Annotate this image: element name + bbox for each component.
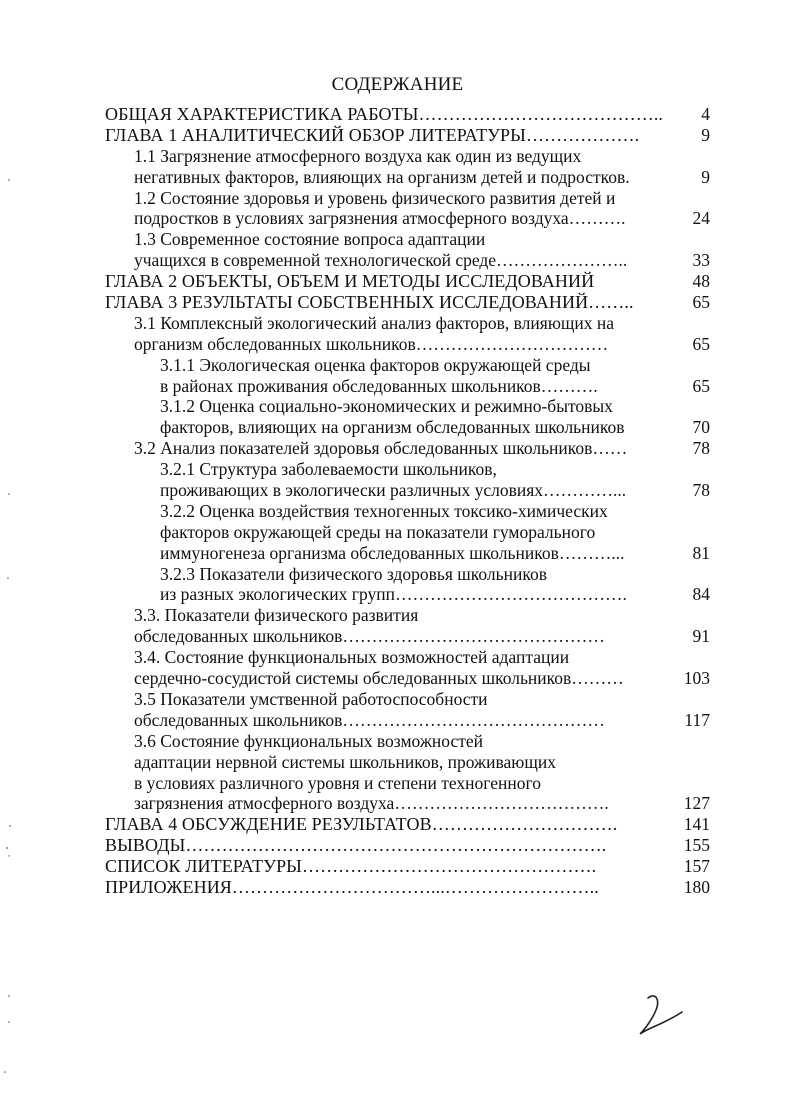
toc-page-number: 91 [692, 626, 710, 647]
toc-page-number: 127 [683, 793, 710, 814]
toc-entry-text: факторов окружающей среды на показатели гуморального [160, 521, 596, 542]
toc-entry-text: 3.2.2 Оценка воздействия техногенных токсико-химических [160, 500, 608, 521]
toc-entry-text: иммуногенеза организма обследованных школьников………... [160, 542, 625, 563]
toc-entry-text: ГЛАВА 3 РЕЗУЛЬТАТЫ СОБСТВЕННЫХ ИССЛЕДОВАНИЙ…….. [105, 292, 634, 313]
toc-entry-text: 3.2.3 Показатели физического здоровья школьников [160, 563, 547, 584]
toc-entry-text: 1.3 Современное состояние вопроса адаптации [134, 229, 486, 250]
toc-entry-text: в условиях различного уровня и степени техногенного [134, 772, 541, 793]
toc-entry-text: учащихся в современной технологической среде………………….. [134, 250, 628, 271]
toc-entry-text: адаптации нервной системы школьников, проживающих [134, 751, 556, 772]
toc-entry-text: 3.1 Комплексный экологический анализ факторов, влияющих на [134, 312, 615, 333]
toc-entry-text: ГЛАВА 2 ОБЪЕКТЫ, ОБЪЕМ И МЕТОДЫ ИССЛЕДОВАНИЙ [105, 271, 595, 292]
toc-page-number: 65 [692, 333, 710, 354]
toc-entry-text: 1.1 Загрязнение атмосферного воздуха как один из ведущих [134, 145, 582, 166]
toc-page-number: 103 [683, 668, 710, 689]
toc-page-number: 9 [701, 166, 710, 187]
toc-entry-text: ПРИЛОЖЕНИЯ……………………………...…………………….. [105, 876, 599, 897]
toc-entry-text: проживающих в экологически различных условиях…………... [160, 480, 627, 501]
toc-entry-text: обследованных школьников……………………………………… [134, 626, 605, 647]
toc-page-number: 65 [692, 292, 710, 313]
toc-page-number: 78 [692, 438, 710, 459]
toc-page-number: 84 [692, 584, 710, 605]
toc-page-number: 65 [692, 375, 710, 396]
toc-entry-text: из разных экологических групп…………………………………. [160, 584, 627, 605]
toc-entry-text: негативных факторов, влияющих на организм детей и подростков. [134, 166, 630, 187]
toc-page-number: 70 [692, 417, 710, 438]
toc-entry-text: 3.4. Состояние функциональных возможностей адаптации [134, 647, 570, 668]
toc-page-number: 9 [701, 124, 710, 145]
toc-entry-text: 3.3. Показатели физического развития [134, 605, 419, 626]
toc-entry-text: в районах проживания обследованных школьников………. [160, 375, 598, 396]
toc-entry-text: 3.6 Состояние функциональных возможностей [134, 730, 484, 751]
toc-entry-text: 3.2 Анализ показателей здоровья обследованных школьников…… [134, 438, 628, 459]
toc-entry-text: ОБЩАЯ ХАРАКТЕРИСТИКА РАБОТЫ………………………………….. [105, 104, 664, 124]
toc-entry-text: 3.5 Показатели умственной работоспособности [134, 688, 488, 709]
toc-entry-text: загрязнения атмосферного воздуха………………………………. [134, 793, 609, 814]
page-title: СОДЕРЖАНИЕ [331, 74, 464, 95]
toc-entry-text: факторов, влияющих на организм обследованных школьников [160, 417, 625, 438]
toc-page-number: 180 [683, 876, 710, 897]
toc-page-number: 48 [692, 271, 710, 292]
toc-page-number: 141 [683, 814, 710, 835]
toc-entry-text: организм обследованных школьников…………………………… [134, 333, 609, 354]
toc-entry-text: 3.2.1 Структура заболеваемости школьников, [160, 459, 497, 480]
toc-entry-text: 3.1.2 Оценка социально-экономических и режимно-бытовых [160, 396, 613, 417]
toc-page-number: 117 [684, 709, 710, 730]
toc-entry-text: обследованных школьников……………………………………… [134, 709, 605, 730]
toc-entry-text: ГЛАВА 4 ОБСУЖДЕНИЕ РЕЗУЛЬТАТОВ…………………………. [105, 814, 618, 835]
toc-page-number: 33 [692, 250, 710, 271]
toc-entry-text: подростков в условиях загрязнения атмосферного воздуха………. [134, 208, 626, 229]
toc-page-number: 4 [701, 104, 710, 124]
toc-entry-text: 1.2 Состояние здоровья и уровень физического развития детей и [134, 187, 616, 208]
toc-page-number: 157 [683, 856, 710, 877]
toc-page-number: 78 [692, 480, 710, 501]
toc-page-number: 81 [692, 542, 710, 563]
toc-entry-text: СПИСОК ЛИТЕРАТУРЫ…………………………………………. [105, 856, 597, 877]
toc-page-number: 155 [683, 835, 710, 856]
toc-entry-text: сердечно-сосудистой системы обследованных школьников……… [134, 668, 624, 689]
toc-entry-text: 3.1.1 Экологическая оценка факторов окружающей среды [160, 354, 591, 375]
toc-page-number: 24 [692, 208, 710, 229]
toc-entry-text: ГЛАВА 1 АНАЛИТИЧЕСКИЙ ОБЗОР ЛИТЕРАТУРЫ………………. [105, 124, 640, 145]
toc-entry-text: ВЫВОДЫ……………………………………………………………. [105, 835, 607, 856]
